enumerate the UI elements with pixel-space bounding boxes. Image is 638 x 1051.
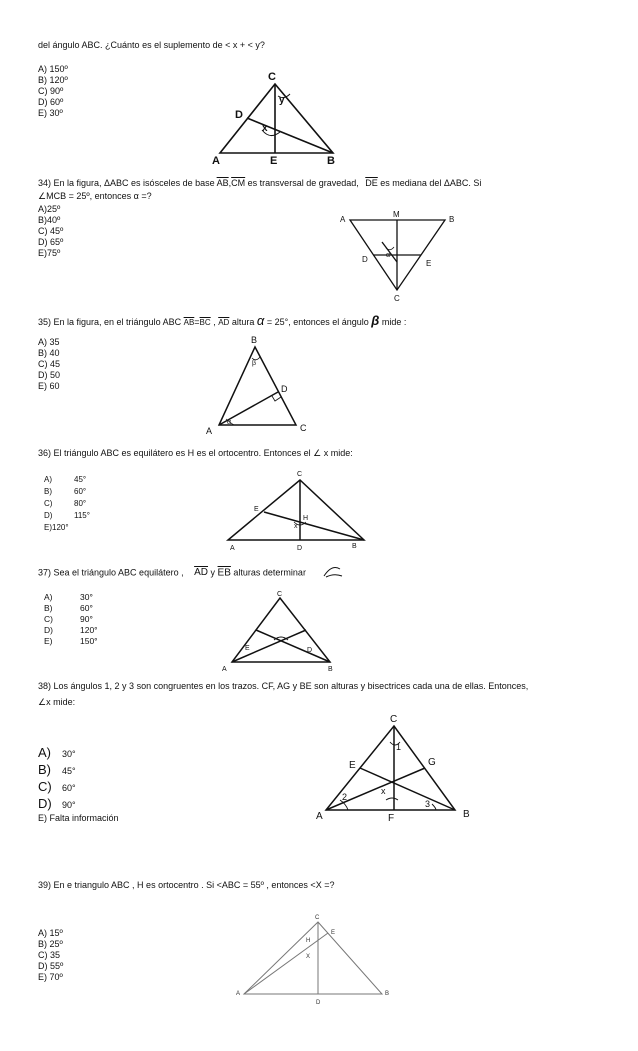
q36-option-e[interactable]: E)120° (44, 523, 69, 532)
q34-option-b[interactable]: B)40º (38, 215, 61, 225)
q39-option-e[interactable]: E) 70º (38, 972, 63, 982)
q33-option-a[interactable]: A) 150º (38, 64, 68, 74)
q36-fig-label-h: H (303, 515, 309, 522)
q34-seg-cm: $\overline{CM}$ (231, 178, 246, 188)
q34-seg-ab: $\overline{AB}$ (216, 178, 229, 188)
q35-seg-ab: $\overline{AB}$ (183, 318, 195, 327)
q39-option-b[interactable]: B) 25º (38, 939, 63, 949)
q35-fig-label-d: D (281, 384, 288, 394)
q38-fig-label-c: C (390, 714, 398, 725)
q38-option-c[interactable]: C) 60° (38, 779, 76, 794)
q38-option-d[interactable]: D) 90° (38, 796, 76, 811)
q37-fig-label-a: A (222, 666, 227, 673)
q39-fig-label-x: X (306, 954, 311, 960)
q39-fig-label-a: A (236, 991, 241, 997)
q35-fig-label-alpha: α (227, 419, 232, 426)
q35-option-c[interactable]: C) 45 (38, 359, 61, 369)
q34-options (38, 204, 63, 259)
q37-fig-label-e: E (245, 645, 250, 652)
q36-options (44, 474, 90, 534)
q35-fig-label-a: A (206, 426, 213, 436)
q34-option-a[interactable]: A)25º (38, 204, 61, 214)
q36-stem: 36) El triángulo ABC es equilátero es H es el ortocentro. Entonces el ∠ x mide: (38, 448, 353, 458)
q35-eq: = (194, 317, 200, 327)
q38-option-a[interactable]: A) 30° (38, 745, 76, 760)
q35-beta: β (371, 313, 380, 328)
q39-option-d[interactable]: D) 55º (38, 961, 64, 971)
q35-seg-ad: $\overline{AD}$ (218, 318, 230, 327)
q37-stem-p1: 37) Sea el triángulo ABC equilátero , (38, 567, 184, 578)
q34-fig-label-b: B (449, 215, 455, 224)
q38-fig-label-b: B (463, 809, 470, 820)
q37-option-e[interactable]: E) 150° (44, 636, 98, 646)
q37-seg-eb: $\overline{EB}$ (217, 567, 231, 579)
q33-fig-label-a: A (212, 155, 220, 167)
q38-option-e[interactable]: E) Falta información (38, 813, 119, 823)
q38-options (38, 745, 119, 824)
q35-option-b[interactable]: B) 40 (38, 348, 60, 358)
q36-option-a[interactable]: A) 45° (44, 475, 87, 484)
q34-fig-label-d: D (362, 255, 368, 264)
q34-stem-p1: 34) En la figura, ΔABC es isósceles de base (38, 178, 215, 188)
q37-fig-label-c: C (277, 591, 283, 598)
q35-stem-p1: 35) En la figura, en el triángulo ABC (38, 317, 182, 327)
q38-fig-label-1: 1 (396, 742, 402, 752)
q39-stem: 39) En e triangulo ABC , H es ortocentro . Si <ABC = 55º , entonces <X =? (38, 880, 335, 890)
q36-option-c[interactable]: C) 80° (44, 499, 87, 508)
q34-fig-label-e: E (426, 259, 432, 268)
q39-fig-label-b: B (385, 991, 390, 997)
q36-fig-label-c: C (297, 471, 303, 478)
q36-fig-label-e: E (254, 506, 259, 513)
q35-alpha: α (256, 313, 265, 328)
q37-options (44, 592, 98, 647)
q35-fig-label-beta: β (252, 360, 257, 367)
q33-options (38, 64, 68, 119)
q33-option-d[interactable]: D) 60º (38, 97, 64, 107)
q37-option-c[interactable]: C) 90° (44, 614, 93, 624)
q33-fig-label-b: B (327, 155, 335, 167)
q38-option-b[interactable]: B) 45° (38, 762, 76, 777)
q34-stem-line1 (38, 178, 481, 188)
q38-fig-label-3: 3 (425, 799, 431, 809)
q38-fig-label-x: x (381, 786, 386, 796)
q35-fig-label-b: B (251, 335, 258, 345)
q35-fig-label-c: C (300, 423, 307, 433)
q36-fig-label-x: x (294, 523, 298, 530)
q35-comma: , (213, 317, 216, 327)
q36-fig-label-a: A (230, 545, 235, 552)
q34-option-d[interactable]: D) 65º (38, 237, 64, 247)
q38-fig-label-2: 2 (342, 792, 348, 802)
q33-option-e[interactable]: E) 30º (38, 108, 63, 118)
q34-stem-p3: es mediana del ΔABC. Si (380, 178, 482, 188)
q35-options (38, 337, 60, 392)
q35-stem-p4: mide : (381, 317, 407, 327)
q35-seg-bc: $\overline{BC}$ (199, 318, 211, 327)
q38-stem-line2: ∠x mide: (38, 697, 76, 707)
q34-fig-label-m: M (393, 210, 400, 219)
q38-fig-label-e: E (349, 760, 356, 771)
q36-option-b[interactable]: B) 60° (44, 487, 87, 496)
q33-fig-label-x: x (262, 123, 268, 134)
q39-fig-label-h: H (306, 938, 311, 944)
q33-fig-label-d: D (235, 109, 243, 121)
q33-fig-label-e: E (270, 155, 278, 167)
q39-options (38, 928, 63, 983)
q37-angle-symbol-icon (322, 567, 344, 579)
q37-conj: y (210, 567, 216, 578)
q34-fig-label-c: C (394, 294, 400, 303)
q39-fig-label-c: C (315, 915, 320, 921)
q36-fig-label-b: B (352, 543, 357, 550)
q33-option-c[interactable]: C) 90º (38, 86, 64, 96)
q33-option-b[interactable]: B) 120º (38, 75, 68, 85)
q38-stem-line1: 38) Los ángulos 1, 2 y 3 son congruentes en los trazos. CF, AG y BE son alturas y bisectrices cada una de ellas. Entonces, (38, 681, 529, 691)
q35-stem-p3: = 25°, entonces el ángulo (266, 317, 369, 327)
q34-option-c[interactable]: C) 45º (38, 226, 64, 236)
q35-option-d[interactable]: D) 50 (38, 370, 61, 380)
q33-stem: del ángulo ABC. ¿Cuánto es el suplemento de < x + < y? (38, 40, 265, 50)
q37-fig-label-b: B (328, 666, 333, 673)
q37-stem-p2: alturas determinar (233, 567, 306, 578)
q35-stem-p2: altura (231, 317, 255, 327)
q34-option-e[interactable]: E)75º (38, 248, 61, 258)
q39-fig-label-d: D (316, 1000, 321, 1006)
q34-fig-label-alpha: α (386, 252, 391, 259)
q34-stem-line2: ∠MCB = 25º, entonces α =? (38, 191, 152, 201)
q37-option-b[interactable]: B) 60° (44, 603, 93, 613)
q36-fig-label-d: D (297, 545, 303, 552)
q37-seg-ad: $\overline{AD}$ (194, 567, 209, 579)
q38-fig-label-f: F (388, 813, 395, 824)
q34-seg-de: $\overline{DE}$ (365, 178, 378, 188)
q35-option-e[interactable]: E) 60 (38, 381, 60, 391)
q35-option-a[interactable]: A) 35 (38, 337, 60, 347)
q37-option-a[interactable]: A) 30° (44, 592, 93, 602)
q37-fig-label-d: D (307, 647, 313, 654)
q37-option-d[interactable]: D) 120° (44, 625, 98, 635)
q38-fig-label-g: G (428, 757, 436, 768)
q39-option-c[interactable]: C) 35 (38, 950, 61, 960)
q36-option-d[interactable]: D) 115° (44, 511, 90, 520)
q33-fig-label-c: C (268, 71, 276, 83)
q38-fig-label-a: A (316, 811, 323, 822)
q34-comma: , (228, 178, 232, 188)
q39-option-a[interactable]: A) 15º (38, 928, 63, 938)
q33-fig-label-y: y (279, 95, 285, 106)
q37-stem (38, 567, 344, 579)
q39-fig-label-e: E (331, 930, 336, 936)
q34-stem-p2: es transversal de gravedad, (247, 178, 359, 188)
q34-fig-label-a: A (340, 215, 346, 224)
q35-stem (38, 313, 406, 328)
